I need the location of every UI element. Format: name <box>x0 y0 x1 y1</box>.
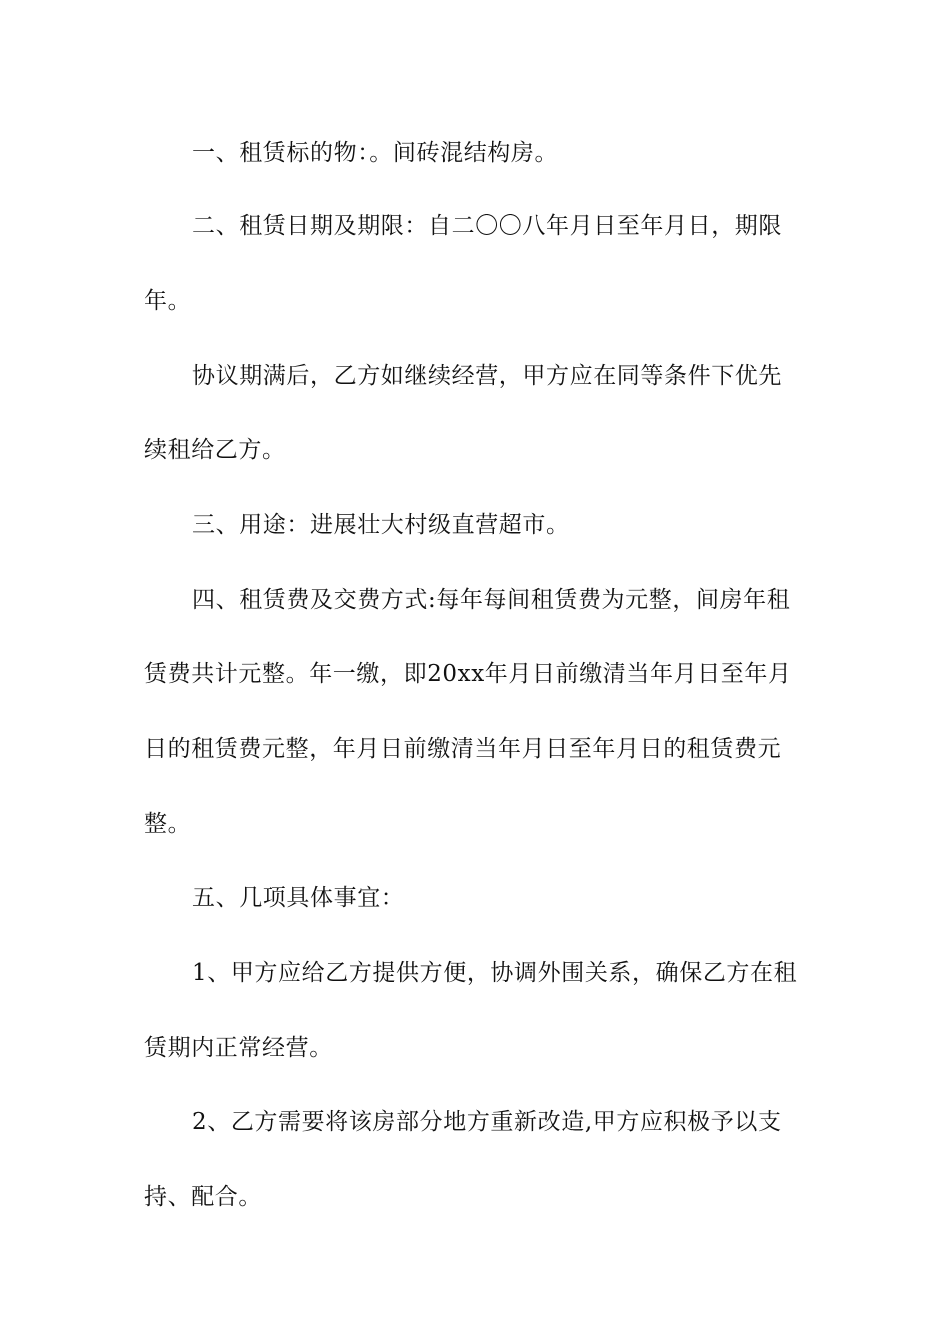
renewal-text-cont: 续租给乙方。 <box>144 437 286 463</box>
clause-5-heading: 五、几项具体事宜： <box>192 885 405 911</box>
clause-4-text: 四、租赁费及交费方式:每年每间租赁费为元整，间房年租 <box>192 587 791 613</box>
item-1-text-cont: 赁期内正常经营。 <box>144 1035 333 1061</box>
clause-1-text: 一、租赁标的物：。间砖混结构房。 <box>192 140 559 166</box>
clause-4-text-cont-2: 日的租赁费元整，年月日前缴清当年月日至年月日的租赁费元 <box>144 736 782 762</box>
renewal-text: 协议期满后，乙方如继续经营，甲方应在同等条件下优先 <box>192 363 782 389</box>
clause-3-text: 三、用途：进展壮大村级直营超市。 <box>192 512 570 538</box>
item-2-text-cont: 持、配合。 <box>144 1184 262 1210</box>
clause-2-text: 二、租赁日期及期限：自二〇〇八年月日至年月日，期限 <box>192 213 782 239</box>
clause-4-text-cont-3: 整。 <box>144 811 192 837</box>
clause-4-text-cont-1: 赁费共计元整。年一缴，即20xx年月日前缴清当年月日至年月 <box>144 661 792 687</box>
item-2-text: 2、乙方需要将该房部分地方重新改造,甲方应积极予以支 <box>192 1109 782 1135</box>
item-1-text: 1、甲方应给乙方提供方便，协调外围关系，确保乙方在租 <box>192 960 798 986</box>
clause-2-text-cont: 年。 <box>144 288 192 314</box>
